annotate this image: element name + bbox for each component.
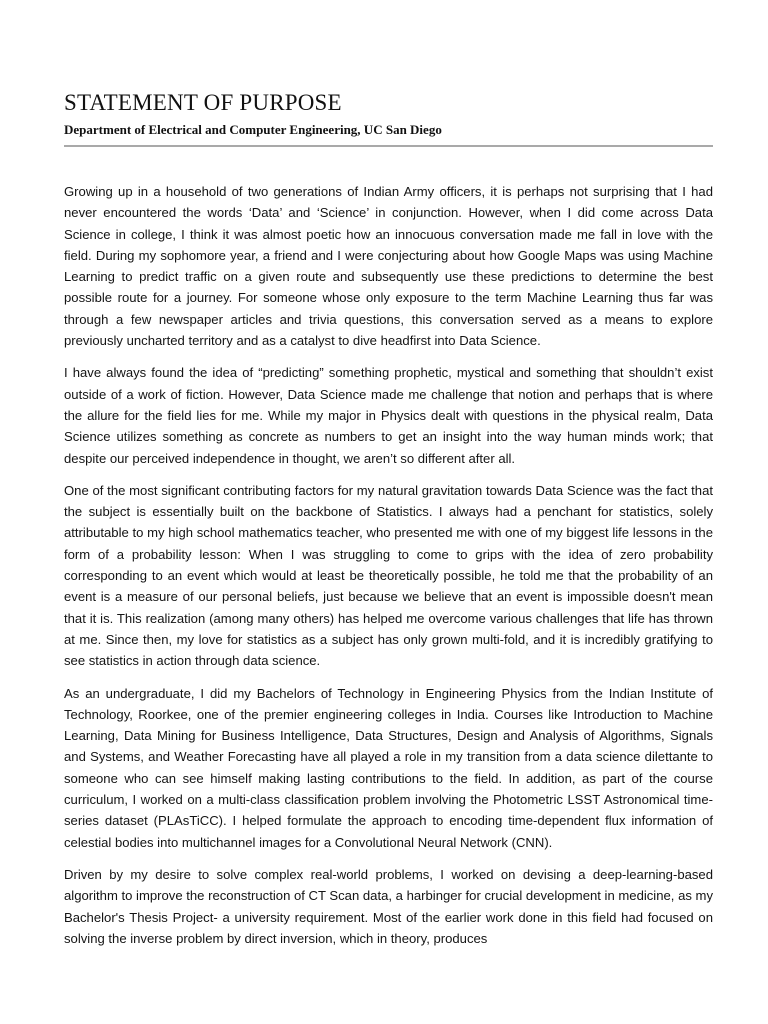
paragraph-5: Driven by my desire to solve complex real-world problems, I worked on devising a deep-learning-based algorithm to improve the reconstruction of CT Scan data, a harbinger for crucial development in medicine, as my Bachelor's Thesis Project- a university requirement. Most of the earlier work done in this field had focused on solving the inverse problem by direct inversion, which in theory, produces bbox=[64, 866, 713, 946]
document-title: STATEMENT OF PURPOSE bbox=[64, 90, 342, 115]
document-subtitle: Department of Electrical and Computer Engineering, UC San Diego bbox=[64, 122, 442, 137]
paragraph-4: As an undergraduate, I did my Bachelors of Technology in Engineering Physics from the Indian Institute of Technology, Roorkee, one of the premier engineering colleges in India. Courses like Introduction to Machine Learning, Data Mining for Business Intelligence, Data Structures, Design and Analysis of Algorithms, Signals and Systems, and Weather Forecasting have all played a role in my transition from a data science dilettante to someone who can see himself making lasting contributions to the field. In addition, as part of the course curriculum, I worked on a multi-class classification problem involving the Photometric LSST Astronomical time-series dataset (PLAsTiCC). I helped formulate the approach to encoding time-dependent flux information of celestial bodies into multichannel images for a Convolutional Neural Network (CNN). bbox=[64, 685, 713, 850]
document-body bbox=[64, 181, 713, 949]
paragraph-2: I have always found the idea of “predicting” something prophetic, mystical and something that shouldn’t exist outside of a work of fiction. However, Data Science made me challenge that notion and perhaps that is where the allure for the field lies for me. While my major in Physics dealt with questions in the physical realm, Data Science utilizes something as concrete as numbers to get an insight into the way human minds work; that despite our perceived independence in thought, we aren’t so different after all. bbox=[64, 365, 713, 466]
title-divider bbox=[64, 145, 713, 147]
paragraph-3: One of the most significant contributing factors for my natural gravitation towards Data Science was the fact that the subject is essentially built on the backbone of Statistics. I always had a penchant for statistics, solely attributable to my high school mathematics teacher, who presented me with one of my biggest life lessons in the form of a probability lesson: When I was struggling to come to grips with the idea of zero probability corresponding to an event which would at least be theoretically possible, he told me that the probability of an event is a measure of our personal beliefs, just because we believe that an event is impossible doesn't mean that it is. This realization (among many others) has helped me overcome various challenges that life has thrown at me. Since then, my love for statistics as a subject has only grown multi-fold, and it is incredibly gratifying to see statistics in action through data science. bbox=[64, 482, 713, 669]
paragraph-1: Growing up in a household of two generations of Indian Army officers, it is perhaps not surprising that I had never encountered the words ‘Data’ and ‘Science’ in conjunction. However, when I did come across Data Science in college, I think it was almost poetic how an innocuous conversation made me fall in love with the field. During my sophomore year, a friend and I were conjecturing about how Google Maps was using Machine Learning to predict traffic on a given route and subsequently use these predictions to determine the best possible route for a journey. For someone whose only exposure to the term Machine Learning thus far was through a few newspaper articles and trivia questions, this conversation served as a means to explore previously uncharted territory and as a catalyst to dive headfirst into Data Science. bbox=[64, 184, 713, 349]
